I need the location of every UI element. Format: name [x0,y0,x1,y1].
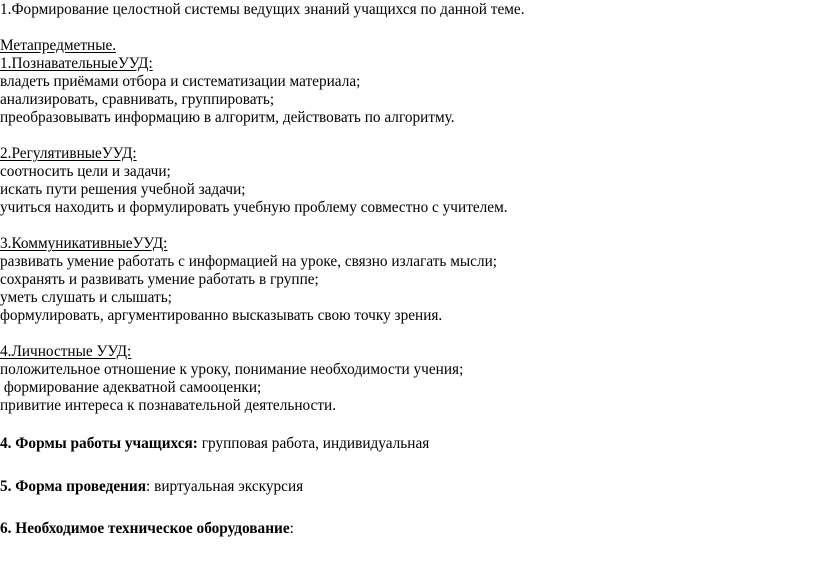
forms-of-work-label: 4. Формы работы учащихся: [0,435,198,452]
cognitive-item: анализировать, сравнивать, группировать; [0,91,275,108]
personal-item: формирование адекватной самооценки; [0,379,262,396]
form-of-conduct-label: 5. Форма проведения [0,478,147,495]
equipment-line [0,520,294,538]
personal-item: привитие интереса к познавательной деятельности. [0,397,337,414]
regulatory-item: учиться находить и формулировать учебную проблему совместно с учителем. [0,199,508,216]
personal-heading: 4.Личностные УУД: [0,343,132,360]
regulatory-item: соотносить цели и задачи; [0,163,171,180]
regulatory-item: искать пути решения учебной задачи; [0,181,246,198]
equipment-value: : [289,520,294,537]
goal-line: 1.Формирование целостной системы ведущих знаний учащихся по данной теме. [0,1,525,18]
cognitive-heading: 1.ПознавательныеУУД: [0,55,153,72]
communicative-item: уметь слушать и слышать; [0,289,172,306]
form-of-conduct-line [0,478,303,496]
forms-of-work-line [0,435,429,453]
cognitive-item: владеть приёмами отбора и систематизации материала; [0,73,361,90]
form-of-conduct-value: : виртуальная экскурсия [146,478,304,495]
forms-of-work-value: групповая работа, индивидуальная [197,435,430,452]
communicative-item: формулировать, аргументированно высказывать свою точку зрения. [0,307,443,324]
communicative-heading: 3.КоммуникативныеУУД: [0,235,168,252]
cognitive-item: преобразовывать информацию в алгоритм, действовать по алгоритму. [0,109,455,126]
personal-item: положительное отношение к уроку, понимание необходимости учения; [0,361,464,378]
equipment-label: 6. Необходимое техническое оборудование [0,520,290,537]
communicative-item: развивать умение работать с информацией на уроке, связно излагать мысли; [0,253,498,270]
metasubject-title: Метапредметные. [0,37,117,54]
regulatory-heading: 2.РегулятивныеУУД: [0,145,137,162]
communicative-item: сохранять и развивать умение работать в группе; [0,271,319,288]
